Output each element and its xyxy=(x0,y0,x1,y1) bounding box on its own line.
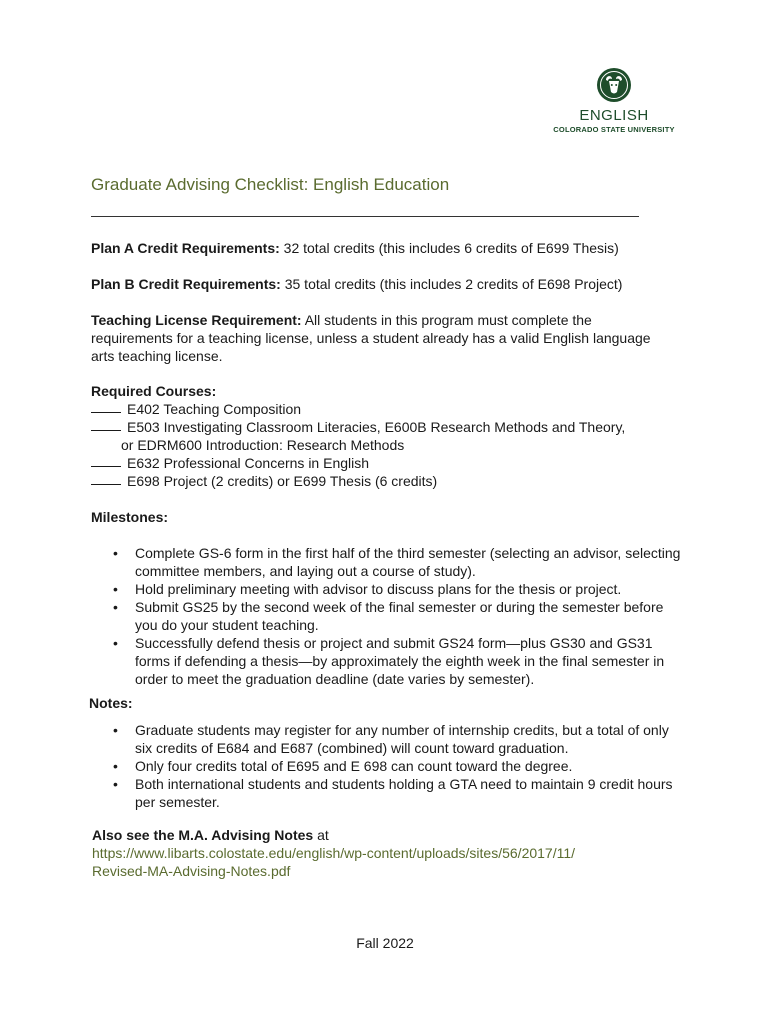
course-text: E632 Professional Concerns in English xyxy=(127,455,370,471)
course-row xyxy=(91,400,691,418)
teaching-license-requirement xyxy=(91,311,651,365)
course-row xyxy=(91,454,691,472)
checkbox-blank[interactable] xyxy=(91,400,121,413)
list-item: • Hold preliminary meeting with advisor to discuss plans for the thesis or project. xyxy=(113,580,683,598)
see-also-label: Also see the M.A. Advising Notes xyxy=(92,827,314,843)
see-also-suffix: at xyxy=(313,827,329,843)
list-item: • Successfully defend thesis or project and submit GS24 form—plus GS30 and GS31 forms if defending a thesis—by approximately the eighth week in the final semester in order to meet the graduation deadline (date varies by semester). xyxy=(113,634,683,688)
list-item: • Graduate students may register for any number of internship credits, but a total of only six credits of E684 and E687 (combined) will count toward graduation. xyxy=(113,721,683,757)
course-row xyxy=(91,472,691,490)
checkbox-blank[interactable] xyxy=(91,472,121,485)
logo-department-name: ENGLISH xyxy=(579,107,649,124)
logo-university-name: COLORADO STATE UNIVERSITY xyxy=(553,125,675,134)
plan-b-label: Plan B Credit Requirements: xyxy=(91,276,281,292)
plan-a-requirements xyxy=(91,239,691,257)
list-item: • Submit GS25 by the second week of the final semester or during the semester before you do your student teaching. xyxy=(113,598,683,634)
course-text: E402 Teaching Composition xyxy=(127,401,302,417)
link-line[interactable]: Revised-MA-Advising-Notes.pdf xyxy=(92,863,291,879)
checkbox-blank[interactable] xyxy=(91,454,121,467)
list-item: • Both international students and students holding a GTA need to maintain 9 credit hours per semester. xyxy=(113,775,683,811)
plan-a-text: 32 total credits (this includes 6 credits of E699 Thesis) xyxy=(279,240,619,256)
list-item: • Only four credits total of E695 and E 698 can count toward the degree. xyxy=(113,757,683,775)
advising-notes-link[interactable] xyxy=(92,844,692,880)
title-underline xyxy=(91,216,639,217)
milestones-list xyxy=(113,544,683,688)
notes-heading: Notes: xyxy=(89,695,133,711)
csu-english-logo xyxy=(546,67,682,135)
course-text: E503 Investigating Classroom Literacies, E600B Research Methods and Theory, xyxy=(127,419,626,435)
page-title: Graduate Advising Checklist: English Education xyxy=(91,175,450,194)
milestones-heading: Milestones: xyxy=(91,509,169,525)
list-item: • Complete GS-6 form in the first half of the third semester (selecting an advisor, selecting committee members, and laying out a course of study). xyxy=(113,544,683,580)
teaching-license-text: All students in this program must complete the requirements for a teaching license, unless a student already has a valid English language arts teaching license. xyxy=(91,312,651,364)
plan-a-label: Plan A Credit Requirements: xyxy=(91,240,280,256)
notes-list xyxy=(113,721,683,811)
plan-b-text: 35 total credits (this includes 2 credits of E698 Project) xyxy=(280,276,623,292)
required-courses-list xyxy=(91,400,691,490)
required-courses-heading: Required Courses: xyxy=(91,383,217,399)
course-row xyxy=(91,418,691,436)
footer-date: Fall 2022 xyxy=(356,935,414,951)
see-also-note xyxy=(92,826,692,880)
ram-head-logo-icon xyxy=(596,67,632,103)
plan-b-requirements xyxy=(91,275,691,293)
link-line[interactable]: https://www.libarts.colostate.edu/english/wp-content/uploads/sites/56/2017/11/ xyxy=(92,845,576,861)
course-continuation: or EDRM600 Introduction: Research Methods xyxy=(121,437,405,453)
checkbox-blank[interactable] xyxy=(91,418,121,431)
teaching-license-label: Teaching License Requirement: xyxy=(91,312,302,328)
course-text: E698 Project (2 credits) or E699 Thesis (6 credits) xyxy=(127,473,438,489)
